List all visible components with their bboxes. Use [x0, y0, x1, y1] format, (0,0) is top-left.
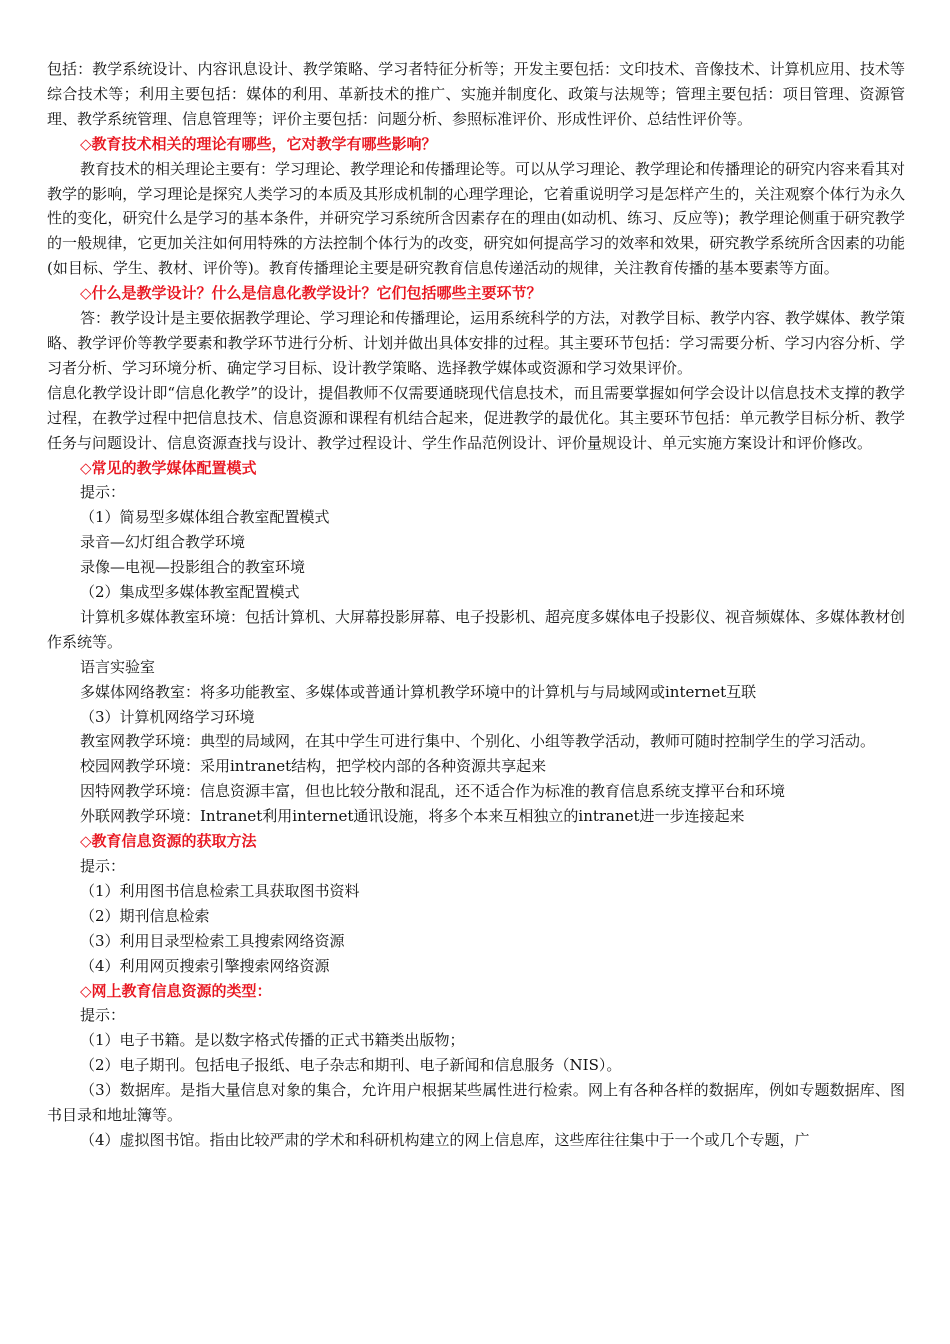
list-line: 外联网教学环境：Intranet利用internet通讯设施，将多个本来互相独立的intranet进一步连接起来: [80, 807, 745, 826]
list-line: （3）计算机网络学习环境: [80, 707, 255, 726]
section-heading: ◇网上教育信息资源的类型：: [80, 981, 272, 1000]
list-line: （2）电子期刊。包括电子报纸、电子杂志和期刊、电子新闻和信息服务（NIS）。: [80, 1056, 622, 1075]
list-line: 录音—幻灯组合教学环境: [80, 533, 246, 552]
list-line: 教室网教学环境：典型的局域网，在其中学生可进行集中、个别化、小组等教学活动，教师可随时控制学生的学习活动。: [80, 732, 876, 751]
document-page: [47, 57, 905, 1153]
list-line: （1）简易型多媒体组合教室配置模式: [80, 508, 330, 527]
list-line: 语言实验室: [80, 657, 156, 676]
paragraph: 教育技术的相关理论主要有：学习理论、教学理论和传播理论等。可以从学习理论、教学理论和传播理论的研究内容来看其对教学的影响，学习理论是探究人类学习的本质及其形成机制的心理学理论，它着重说明学习是怎样产生的，关注观察个体行为永久性的变化，研究什么是学习的基本条件，并研究学习系统所含因素存在的理由(如动机、练习、反应等)；教学理论侧重于研究教学的一般规律，它更加关注如何用特殊的方法控制个体行为的改变，研究如何提高学习的效率和效果，研究教学系统所含因素的功能(如目标、学生、教材、评价等)。教育传播理论主要是研究教育信息传递活动的规律，关注教育传播的基本要素等方面。: [47, 159, 906, 278]
list-line: 校园网教学环境：采用intranet结构，把学校内部的各种资源共享起来: [80, 757, 547, 776]
paragraph: 信息化教学设计即“信息化教学”的设计，提倡教师不仅需要通晓现代信息技术，而且需要掌握如何学会设计以信息技术支撑的教学过程，在教学过程中把信息技术、信息资源和课程有机结合起来，促进教学的最优化。其主要环节包括：单元教学目标分析、教学任务与问题设计、信息资源查找与设计、教学过程设计、学生作品范例设计、评价量规设计、单元实施方案设计和评价修改。: [47, 383, 905, 452]
list-line: （4）利用网页搜索引擎搜索网络资源: [80, 956, 330, 975]
section-heading: ◇教育信息资源的获取方法: [80, 832, 257, 851]
section-heading: ◇什么是教学设计？什么是信息化教学设计？它们包括哪些主要环节？: [80, 284, 542, 303]
list-line: （2）期刊信息检索: [80, 906, 210, 925]
paragraph: 包括：教学系统设计、内容讯息设计、教学策略、学习者特征分析等；开发主要包括：文印技术、音像技术、计算机应用、技术等综合技术等；利用主要包括：媒体的利用、革新技术的推广、实施并制度化、政策与法规等；管理主要包括：项目管理、资源管理、教学系统管理、信息管理等；评价主要包括：问题分析、参照标准评价、形成性评价、总结性评价等。: [47, 60, 905, 128]
list-line: 多媒体网络教室：将多功能教室、多媒体或普通计算机教学环境中的计算机与与局域网或internet互联: [80, 682, 757, 701]
list-line: （3）利用目录型检索工具搜索网络资源: [80, 931, 345, 950]
list-line: 提示：: [80, 483, 126, 502]
list-line: （1）利用图书信息检索工具获取图书资料: [80, 881, 360, 900]
list-line: 计算机多媒体教室环境：包括计算机、大屏幕投影屏幕、电子投影机、超亮度多媒体电子投影仪、视音频媒体、多媒体教材创作系统等。: [47, 607, 906, 651]
list-line: 录像—电视—投影组合的教室环境: [80, 558, 306, 577]
list-line: （4）虚拟图书馆。指由比较严肃的学术和科研机构建立的网上信息库，这些库往往集中于一个或几个专题，广: [80, 1130, 810, 1149]
section-heading: ◇常见的教学媒体配置模式: [80, 458, 257, 477]
list-line: （2）集成型多媒体教室配置模式: [80, 583, 300, 602]
list-line: （1）电子书籍。是以数字格式传播的正式书籍类出版物；: [80, 1031, 465, 1050]
section-heading: ◇教育技术相关的理论有哪些，它对教学有哪些影响？: [80, 134, 437, 153]
list-line: 提示：: [80, 857, 126, 875]
list-line: 因特网教学环境：信息资源丰富，但也比较分散和混乱，还不适合作为标准的教育信息系统支撑平台和环境: [80, 782, 786, 801]
list-line: 提示：: [80, 1006, 126, 1025]
list-line: （3）数据库。是指大量信息对象的集合，允许用户根据某些属性进行检索。网上有各种各样的数据库，例如专题数据库、图书目录和地址簿等。: [47, 1081, 905, 1125]
paragraph: 答：教学设计是主要依据教学理论、学习理论和传播理论，运用系统科学的方法，对教学目标、教学内容、教学媒体、教学策略、教学评价等教学要素和教学环节进行分析、计划并做出具体安排的过程。其主要环节包括：学习需要分析、学习内容分析、学习者分析、学习环境分析、确定学习目标、设计教学策略、选择教学媒体或资源和学习效果评价。: [47, 309, 906, 377]
